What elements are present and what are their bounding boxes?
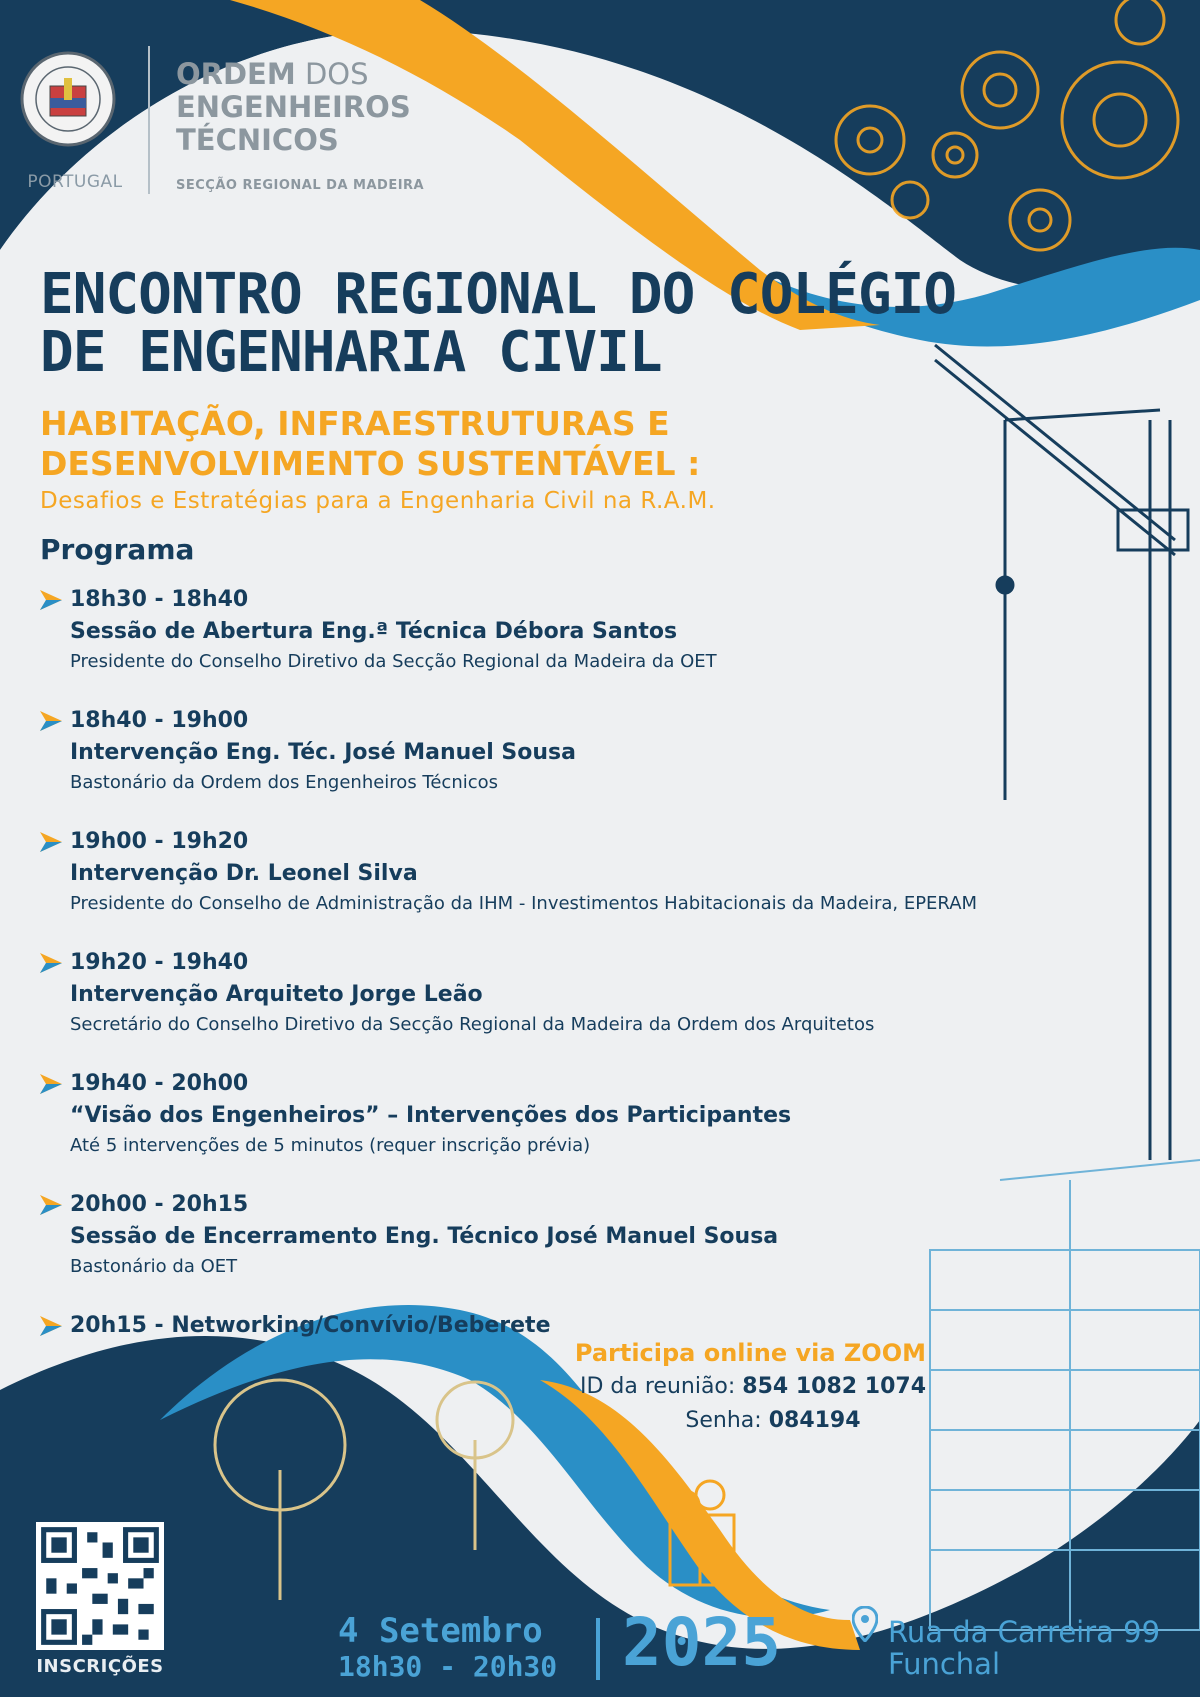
program-title: “Visão dos Engenheiros” – Intervenções dos Participantes (70, 1103, 792, 1128)
event-theme-subtitle: Desafios e Estratégias para a Engenharia Civil na R.A.M. (40, 488, 716, 514)
event-address (888, 1616, 1160, 1680)
date-divider (596, 1618, 600, 1680)
zoom-id-label: ID da reunião: (579, 1374, 743, 1399)
arrow-bullet-icon (40, 590, 62, 610)
address-line2: Funchal (888, 1647, 1001, 1681)
program-time: 20h15 - Networking/Convívio/Beberete (70, 1313, 551, 1338)
zoom-id-value: 854 1082 1074 (742, 1374, 926, 1399)
zoom-info (560, 1336, 926, 1438)
org-name-line1-thin: DOS (295, 57, 369, 91)
program-desc: Presidente do Conselho Diretivo da Secção Regional da Madeira da OET (70, 651, 717, 672)
event-year: 2025 (622, 1604, 781, 1681)
event-title-line2: DE ENGENHARIA CIVIL (40, 320, 662, 385)
program-title: Intervenção Dr. Leonel Silva (70, 861, 418, 886)
address-line1: Rua da Carreira 99 (888, 1615, 1161, 1649)
event-title (40, 262, 1000, 385)
org-name-line2: ENGENHEIROS (176, 90, 411, 124)
zoom-meeting-id[interactable] (560, 1370, 926, 1404)
location-pin-icon (852, 1606, 878, 1642)
arrow-bullet-icon (40, 1316, 62, 1336)
program-time: 19h20 - 19h40 (70, 950, 249, 975)
program-desc: Bastonário da OET (70, 1256, 238, 1277)
program-item (40, 584, 1040, 705)
program-item (40, 705, 1040, 826)
event-theme (40, 404, 860, 484)
arrow-bullet-icon (40, 953, 62, 973)
event-title-line1: ENCONTRO REGIONAL DO COLÉGIO (40, 262, 957, 327)
program-desc: Bastonário da Ordem dos Engenheiros Técnicos (70, 772, 499, 793)
program-time: 18h40 - 19h00 (70, 708, 249, 733)
event-date: 4 Setembro (338, 1611, 543, 1651)
program-title: Sessão de Encerramento Eng. Técnico José Manuel Sousa (70, 1224, 779, 1249)
arrow-bullet-icon (40, 832, 62, 852)
registration-label: INSCRIÇÕES (36, 1656, 164, 1677)
arrow-bullet-icon (40, 711, 62, 731)
zoom-title: Participa online via ZOOM (574, 1339, 926, 1367)
program-time: 18h30 - 18h40 (70, 587, 249, 612)
program-time: 19h40 - 20h00 (70, 1071, 249, 1096)
oet-logo (20, 44, 130, 192)
program-desc: Até 5 intervenções de 5 minutos (requer inscrição prévia) (70, 1135, 591, 1156)
program-title: Sessão de Abertura Eng.ª Técnica Débora Santos (70, 619, 678, 644)
seal-logo-icon (20, 44, 116, 154)
org-name-line1: ORDEM (176, 57, 296, 91)
program-item (40, 1189, 1040, 1310)
program-item (40, 826, 1040, 947)
logo-divider (148, 46, 150, 194)
org-name (176, 58, 411, 157)
program-heading: Programa (40, 533, 195, 566)
program-item (40, 1068, 1040, 1189)
arrow-bullet-icon (40, 1195, 62, 1215)
org-name-line3: TÉCNICOS (176, 123, 339, 157)
event-theme-line1: HABITAÇÃO, INFRAESTRUTURAS E (40, 404, 670, 443)
arrow-bullet-icon (40, 1074, 62, 1094)
org-section: SECÇÃO REGIONAL DA MADEIRA (176, 178, 425, 193)
program-desc: Presidente do Conselho de Administração da IHM - Investimentos Habitacionais da Madeira, EPERAM (70, 893, 978, 914)
zoom-pass-value: 084194 (768, 1408, 861, 1433)
program-item (40, 947, 1040, 1068)
zoom-password[interactable] (560, 1404, 926, 1438)
country-label: PORTUGAL (27, 172, 123, 192)
program-desc: Secretário do Conselho Diretivo da Secção Regional da Madeira da Ordem dos Arquitetos (70, 1014, 875, 1035)
event-theme-line2: DESENVOLVIMENTO SUSTENTÁVEL : (40, 444, 701, 483)
zoom-pass-label: Senha: (685, 1408, 769, 1433)
program-title: Intervenção Eng. Téc. José Manuel Sousa (70, 740, 576, 765)
program-time: 20h00 - 20h15 (70, 1192, 249, 1217)
program-title: Intervenção Arquiteto Jorge Leão (70, 982, 483, 1007)
program-time: 19h00 - 19h20 (70, 829, 249, 854)
qr-code[interactable] (36, 1522, 164, 1650)
event-hours: 18h30 - 20h30 (338, 1650, 558, 1683)
program-list (40, 584, 1040, 1342)
